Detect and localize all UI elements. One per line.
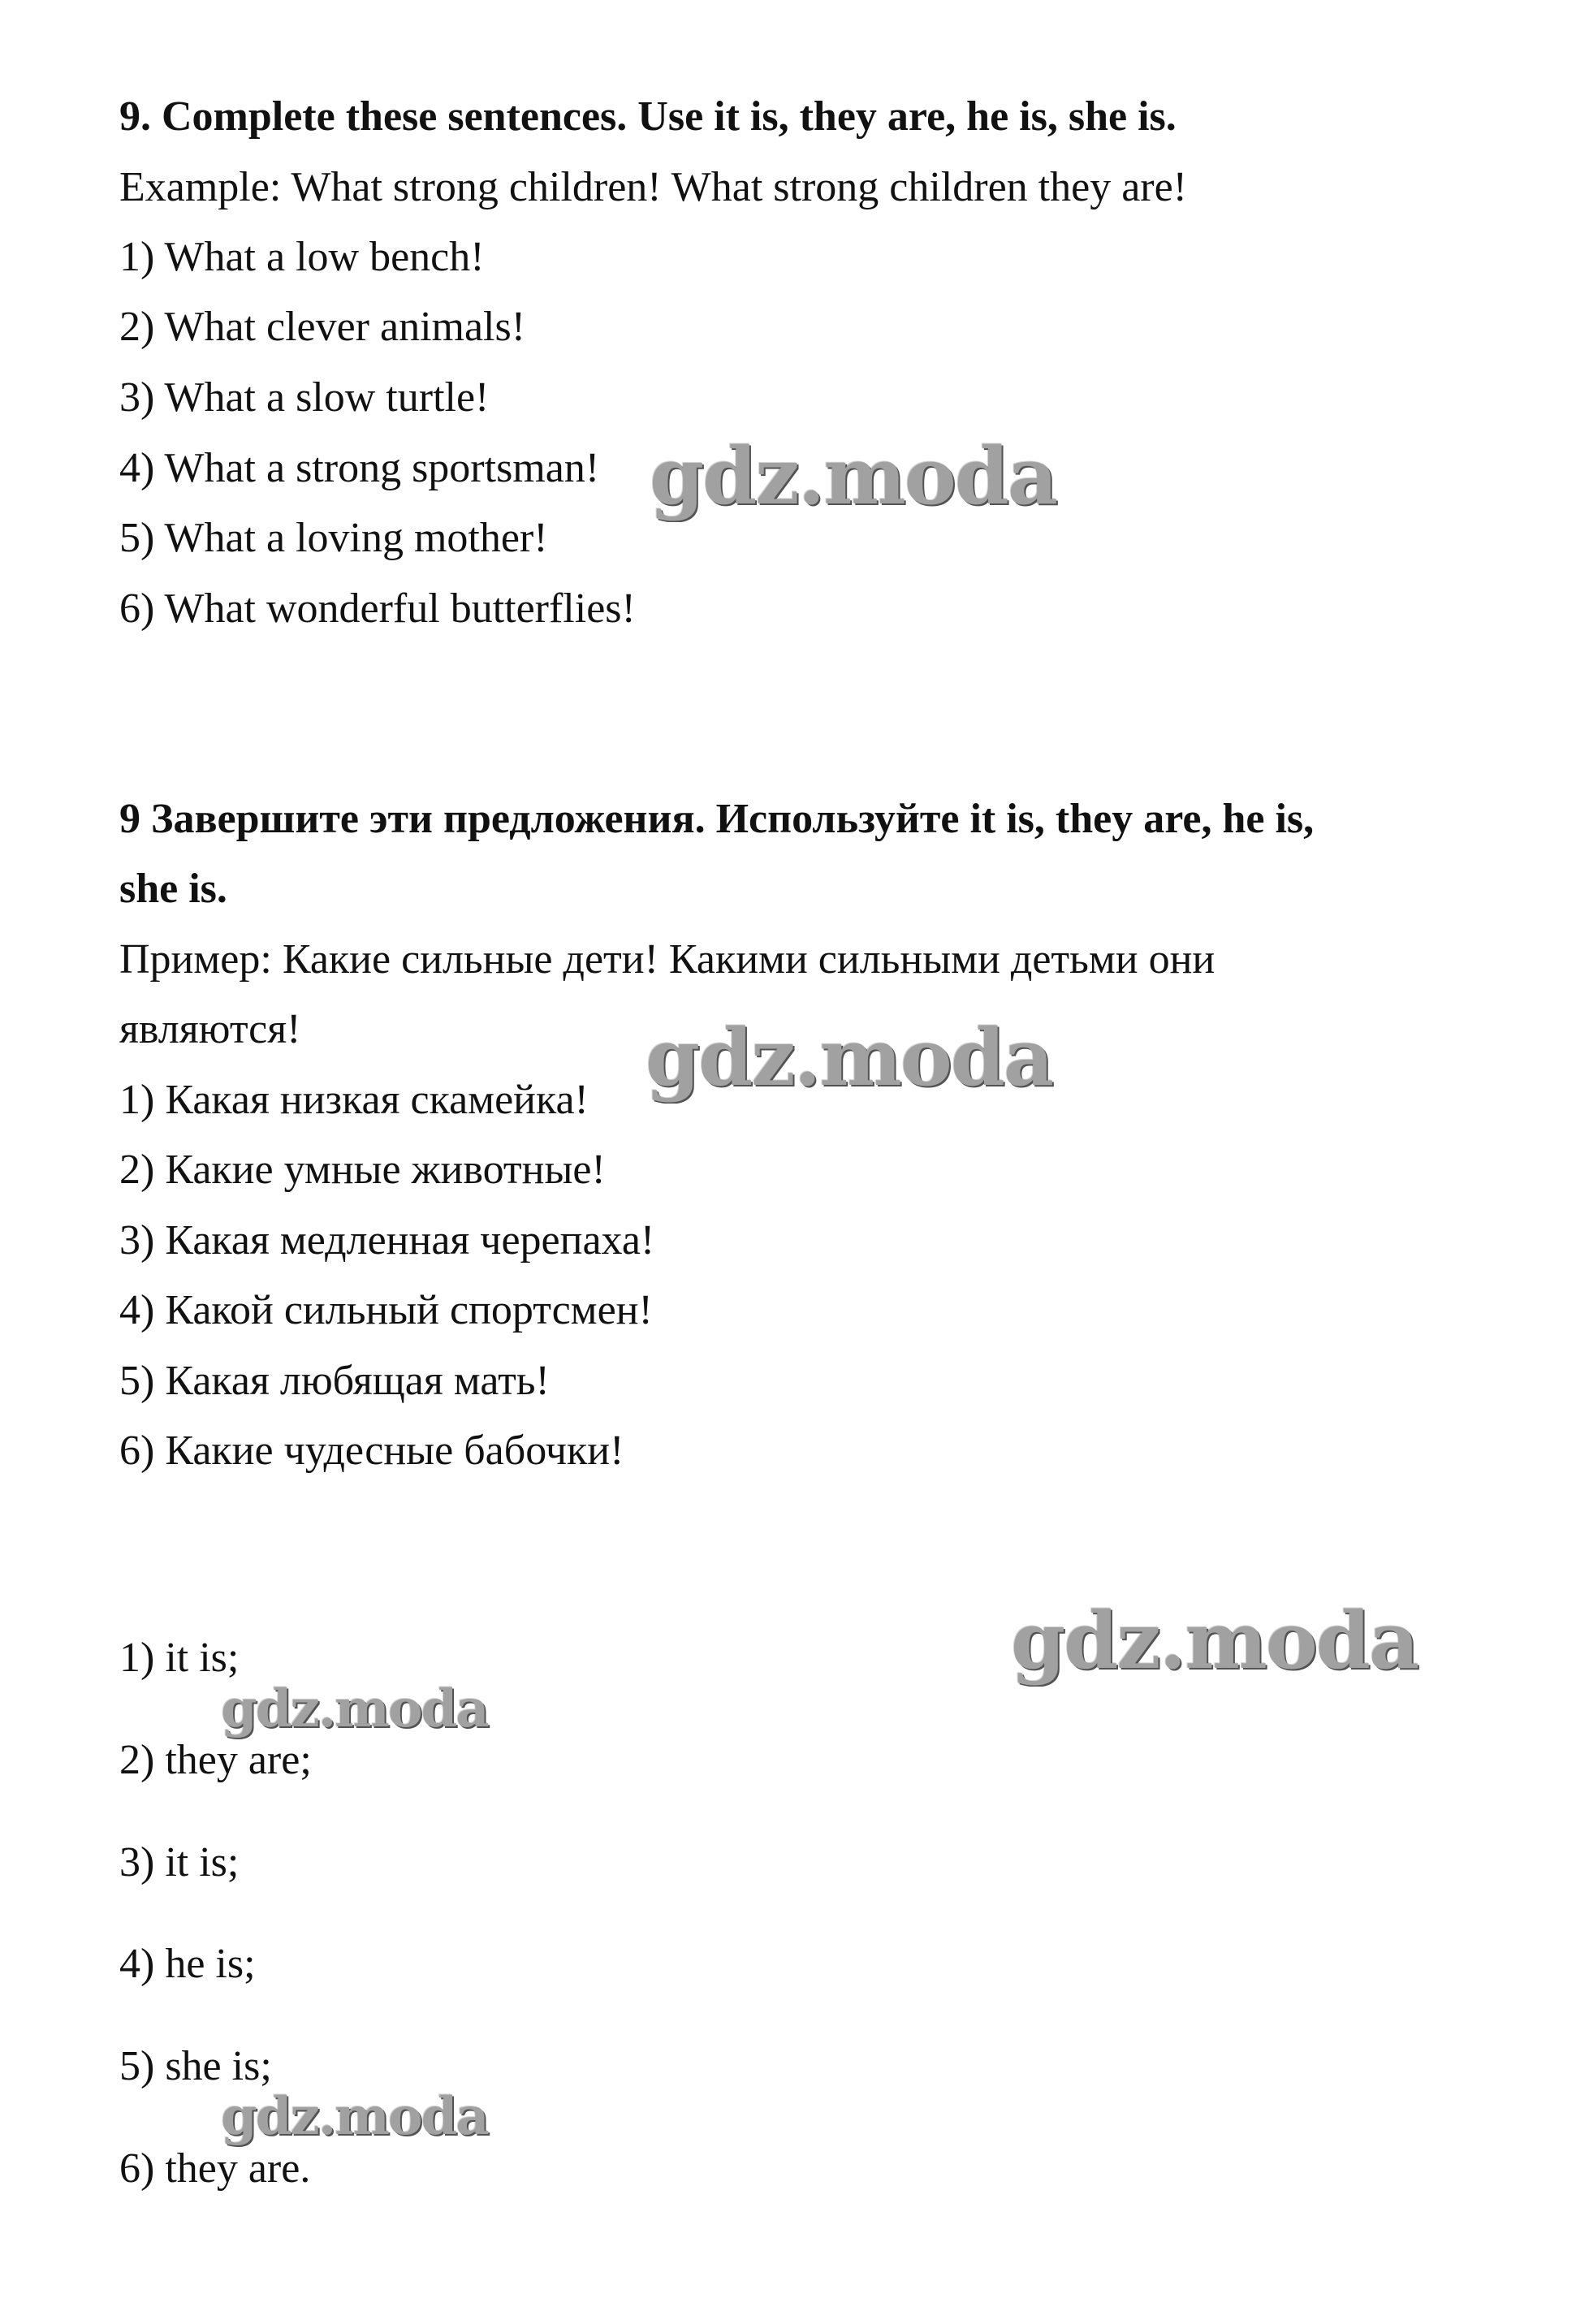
watermark-logo: gdz.moda bbox=[646, 1012, 1053, 1104]
watermark-logo: gdz.moda bbox=[221, 2086, 488, 2147]
list-item: 5) Какая любящая мать! bbox=[119, 1358, 550, 1404]
answer-item: 3) it is; bbox=[119, 1839, 240, 1886]
example-en: Example: What strong children! What strong children they are! bbox=[119, 164, 1187, 210]
list-item: 1) What a low bench! bbox=[119, 234, 485, 280]
exercise-heading-ru: 9 Завершите эти предложения. Используйте it is, they are, he is, bbox=[119, 796, 1315, 842]
list-item: 2) Какие умные животные! bbox=[119, 1147, 606, 1193]
list-item: 6) Какие чудесные бабочки! bbox=[119, 1428, 624, 1474]
list-item: 1) Какая низкая скамейка! bbox=[119, 1077, 589, 1123]
watermark-logo: gdz.moda bbox=[1011, 1595, 1418, 1687]
watermark-logo: gdz.moda bbox=[650, 430, 1057, 522]
exercise-heading-en: 9. Complete these sentences. Use it is, they are, he is, she is. bbox=[119, 93, 1177, 140]
watermark-logo: gdz.moda bbox=[221, 1678, 488, 1739]
list-item: 2) What clever animals! bbox=[119, 304, 526, 350]
answer-item: 1) it is; bbox=[119, 1635, 240, 1681]
list-item: 4) Какой сильный спортсмен! bbox=[119, 1287, 653, 1333]
list-item: 3) What a slow turtle! bbox=[119, 374, 490, 421]
answer-item: 4) he is; bbox=[119, 1941, 256, 1987]
list-item: 5) What a loving mother! bbox=[119, 515, 548, 561]
example-ru: Пример: Какие сильные дети! Какими сильными детьми они bbox=[119, 936, 1215, 983]
answer-item: 5) she is; bbox=[119, 2043, 272, 2089]
exercise-heading-ru-cont: she is. bbox=[119, 866, 227, 912]
list-item: 4) What a strong sportsman! bbox=[119, 445, 600, 491]
list-item: 6) What wonderful butterflies! bbox=[119, 585, 636, 632]
answer-item: 6) they are. bbox=[119, 2145, 311, 2192]
example-ru-cont: являются! bbox=[119, 1006, 301, 1052]
list-item: 3) Какая медленная черепаха! bbox=[119, 1217, 655, 1264]
answer-item: 2) they are; bbox=[119, 1737, 312, 1783]
